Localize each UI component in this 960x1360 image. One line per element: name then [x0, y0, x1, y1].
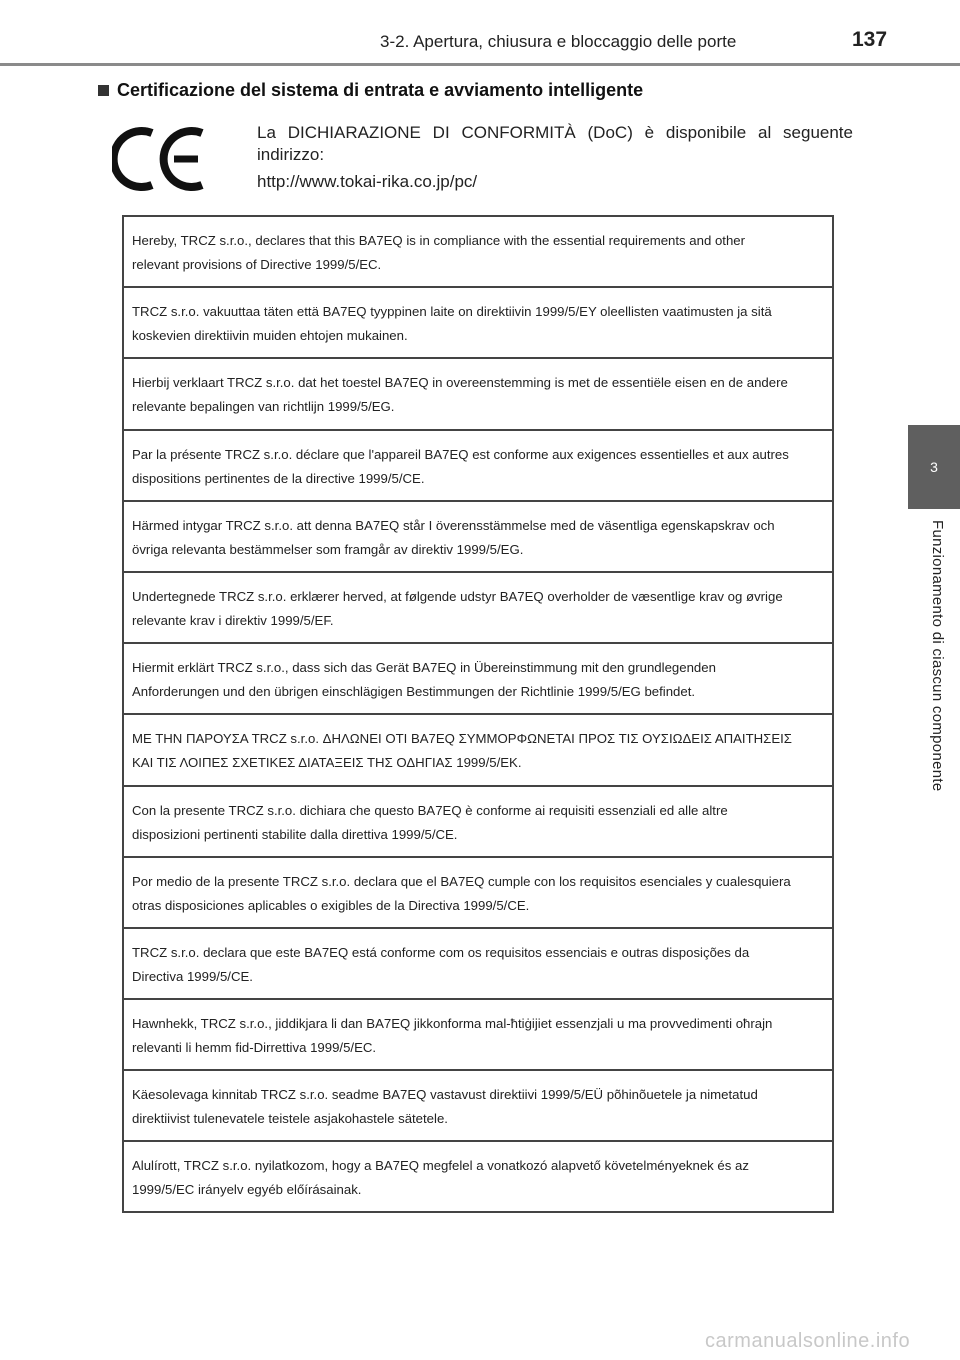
declaration-row: TRCZ s.r.o. vakuuttaa täten että BA7EQ tyyppinen laite on direktiivin 1999/5/EY oleellisten vaatimusten ja sitä koskevien direktiivin muiden ehtojen mukainen.: [124, 288, 832, 359]
page-header-title: 3-2. Apertura, chiusura e bloccaggio delle porte: [380, 32, 737, 51]
declaration-row: Undertegnede TRCZ s.r.o. erklærer herved, at følgende udstyr BA7EQ overholder de væsentlige krav og øvrige relevante krav i direktiv 1999/5/EF.: [124, 573, 832, 644]
chapter-tab: [908, 425, 960, 509]
declarations-table: [122, 215, 834, 1213]
watermark-text: carmanualsonline.info: [705, 1330, 911, 1352]
declaration-row: Con la presente TRCZ s.r.o. dichiara che questo BA7EQ è conforme ai requisiti essenziali ed alle altre disposizioni pertinenti stabilite dalla direttiva 1999/5/CE.: [124, 787, 832, 858]
declaration-row: Hiermit erklärt TRCZ s.r.o., dass sich das Gerät BA7EQ in Übereinstimmung mit den grundlegenden Anforderungen und den übrigen einschlägigen Bestimmungen der Richtlinie 1999/5/EG befindet.: [124, 644, 832, 715]
section-heading-text: Certificazione del sistema di entrata e avviamento intelligente: [117, 80, 644, 100]
declaration-row: TRCZ s.r.o. declara que este BA7EQ está conforme com os requisitos essenciais e outras disposições da Directiva 1999/5/CE.: [124, 929, 832, 1000]
square-bullet-icon: [98, 85, 109, 96]
declaration-row: Par la présente TRCZ s.r.o. déclare que l'appareil BA7EQ est conforme aux exigences essentielles et aux autres dispositions pertinentes de la directive 1999/5/CE.: [124, 431, 832, 502]
declaration-row: Alulírott, TRCZ s.r.o. nyilatkozom, hogy a BA7EQ megfelel a vonatkozó alapvető követelményeknek és az 1999/5/EC irányelv egyéb előírásainak.: [132, 1158, 749, 1198]
doc-availability-text: La DICHIARAZIONE DI CONFORMITÀ (DoC) è disponibile al seguente indirizzo:: [257, 123, 853, 164]
declaration-row: Hierbij verklaart TRCZ s.r.o. dat het toestel BA7EQ in overeenstemming is met de essentiële eisen en de andere relevante bepalingen van richtlijn 1999/5/EG.: [124, 359, 832, 430]
page-number: 137: [852, 28, 888, 51]
header-divider: [0, 63, 960, 66]
chapter-label: Funzionamento di ciascun componente: [929, 520, 946, 792]
chapter-number: 3: [930, 459, 938, 475]
declaration-row: Käesolevaga kinnitab TRCZ s.r.o. seadme BA7EQ vastavust direktiivi 1999/5/EÜ põhinõuetele ja nimetatud direktiivist tulenevatele teistele asjakohastele sätetele.: [124, 1071, 832, 1142]
doc-url-link[interactable]: http://www.tokai-rika.co.jp/pc/: [257, 172, 478, 191]
section-heading: [98, 80, 643, 101]
declaration-row: ΜΕ ΤΗΝ ΠΑΡΟΥΣΑ TRCZ s.r.o. ΔΗΛΩΝΕΙ ΟΤΙ BA7EQ ΣΥΜΜΟΡΦΩΝΕΤΑΙ ΠΡΟΣ ΤΙΣ ΟΥΣΙΩΔΕΙΣ ΑΠΑΙΤΗΣΕΙΣ ΚΑΙ ΤΙΣ ΛΟΙΠΕΣ ΣΧΕΤΙΚΕΣ ΔΙΑΤΑΞΕΙΣ ΤΗΣ ΟΔΗΓΙΑΣ 1999/5/ΕΚ.: [124, 715, 832, 786]
declaration-row: Hereby, TRCZ s.r.o., declares that this BA7EQ is in compliance with the essential requirements and other relevant provisions of Directive 1999/5/EC.: [124, 217, 832, 288]
declaration-row: Härmed intygar TRCZ s.r.o. att denna BA7EQ står I överensstämmelse med de väsentliga egenskapskrav och övriga relevanta bestämmelser som framgår av direktiv 1999/5/EG.: [124, 502, 832, 573]
declaration-row: Hawnhekk, TRCZ s.r.o., jiddikjara li dan BA7EQ jikkonforma mal-ħtiġijiet essenzjali u ma provvedimenti oħrajn relevanti li hemm fid-Dirrettiva 1999/5/EC.: [124, 1000, 832, 1071]
ce-mark-logo: [112, 125, 206, 193]
declaration-row: Por medio de la presente TRCZ s.r.o. declara que el BA7EQ cumple con los requisitos esenciales y cualesquiera otras disposiciones aplicables o exigibles de la Directiva 1999/5/CE.: [124, 858, 832, 929]
